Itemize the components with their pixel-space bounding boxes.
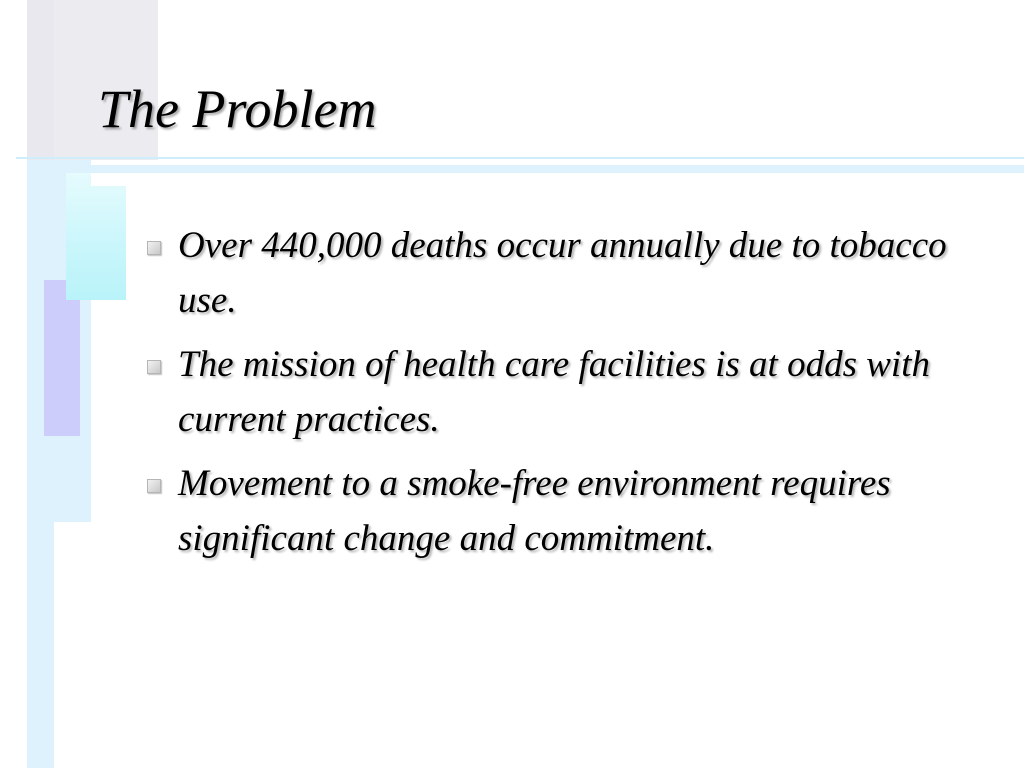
- background-notch: [91, 172, 126, 186]
- square-bullet-icon: [147, 241, 161, 255]
- square-bullet-icon: [147, 360, 161, 374]
- background-block-cyan: [66, 172, 126, 300]
- bullet-item: [145, 456, 995, 566]
- bullet-text: The mission of health care facilities is at odds with current practices.: [178, 344, 930, 440]
- bullet-item: [145, 337, 995, 447]
- title-divider-thick: [54, 165, 1024, 173]
- background-stripe-grey: [27, 0, 54, 160]
- background-block-lavender: [44, 280, 80, 436]
- title-divider-thin: [16, 157, 1024, 159]
- bullet-text: Over 440,000 deaths occur annually due to tobacco use.: [178, 225, 947, 321]
- bullet-text: Movement to a smoke-free environment requires significant change and commitment.: [178, 463, 891, 559]
- bullet-list: [145, 218, 995, 575]
- bullet-item: [145, 218, 995, 328]
- slide-title: The Problem: [98, 79, 377, 139]
- square-bullet-icon: [147, 479, 161, 493]
